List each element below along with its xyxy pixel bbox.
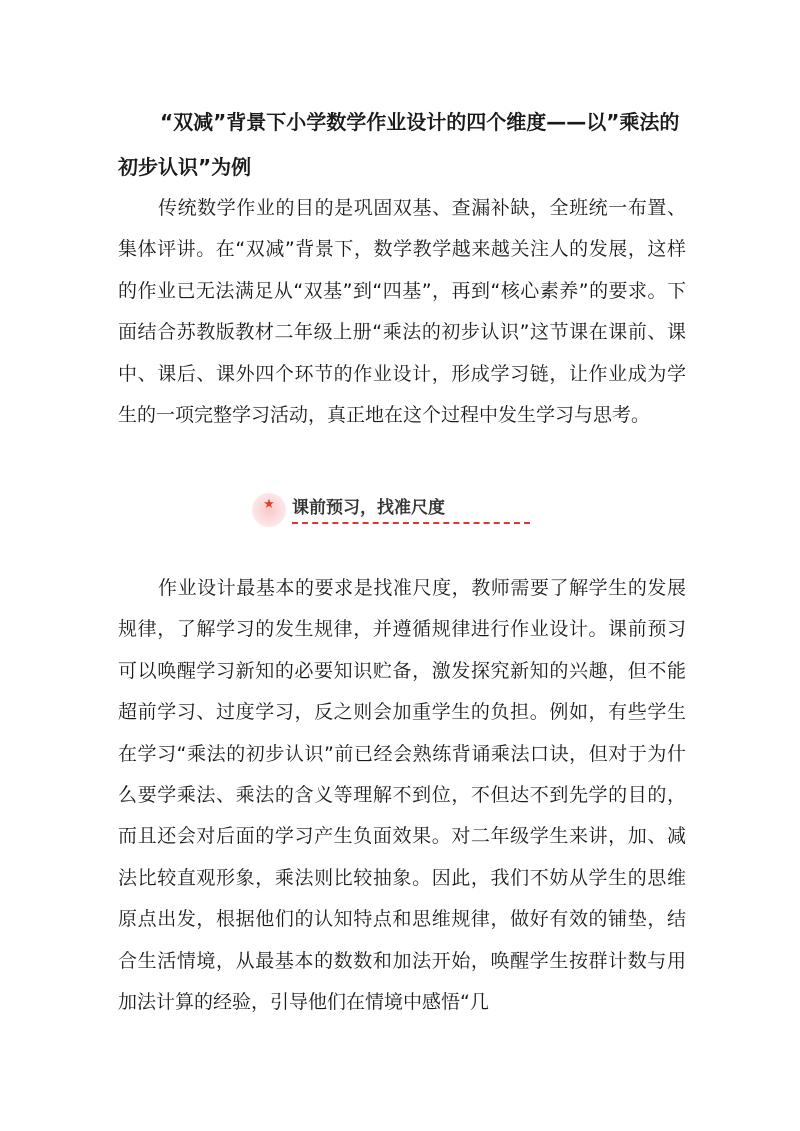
paragraph-intro: 传统数学作业的目的是巩固双基、查漏补缺，全班统一布置、集体评讲。在“双减”背景下，数学教学越来越关注人的发展，这样的作业已无法满足从“双基”到“四基”，再到“核心素养”的要求。下面结合苏教版教材二年级上册“乘法的初步认识”这节课在课前、课中、课后、课外四个环节的作业设计，形成学习链，让作业成为学生的一项完整学习活动，真正地在这个过程中发生学习与思考。 — [118, 197, 686, 427]
section-underline — [292, 522, 530, 524]
document-title: “双减”背景下小学数学作业设计的四个维度——以”乘法的初步认识”为例 — [118, 110, 680, 179]
star-icon: ★ — [263, 497, 275, 512]
section-heading-text: 课前预习，找准尺度 — [292, 498, 445, 518]
paragraph-body: 作业设计最基本的要求是找准尺度，教师需要了解学生的发展规律，了解学习的发生规律，并遵循规律进行作业设计。课前预习可以唤醒学习新知的必要知识贮备，激发探究新知的兴趣，但不能超前学习、过度学习，反之则会加重学生的负担。例如，有些学生在学习“乘法的初步认识”前已经会熟练背诵乘法口诀，但对于为什么要学乘法、乘法的含义等理解不到位，不但达不到先学的目的，而且还会对后面的学习产生负面效果。对二年级学生来讲，加、减法比较直观形象，乘法则比较抽象。因此，我们不妨从学生的思维原点出发，根据他们的认知特点和思维规律，做好有效的铺垫，结合生活情境，从最基本的数数和加法开始，唤醒学生按群计数与用加法计算的经验，引导他们在情境中感悟“几 — [118, 577, 686, 1014]
section-heading — [252, 487, 542, 533]
